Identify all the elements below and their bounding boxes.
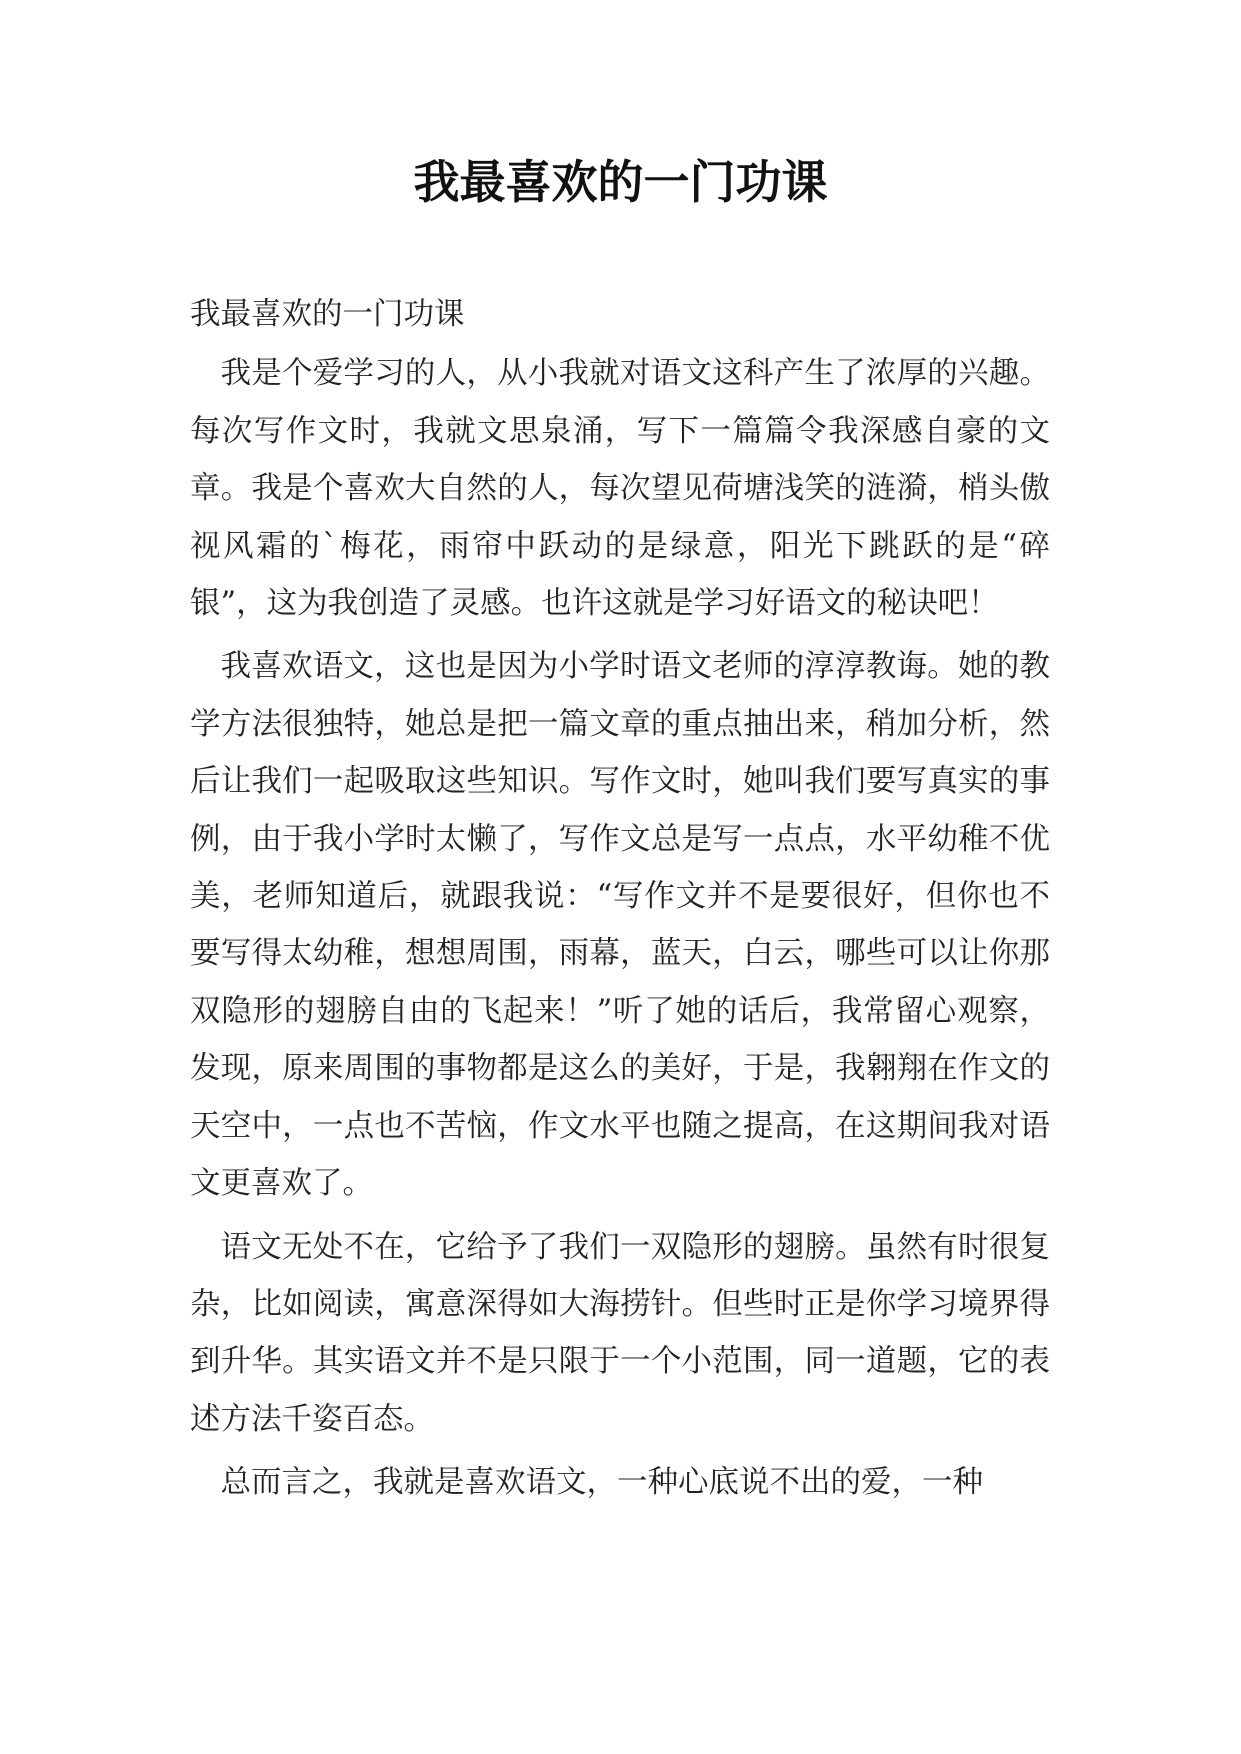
paragraph: 我是个爱学习的人，从小我就对语文这科产生了浓厚的兴趣。每次写作文时，我就文思泉涌，写下一篇篇令我深感自豪的文章。我是个喜欢大自然的人，每次望见荷塘浅笑的涟漪，梢头傲视风霜的`梅花，雨帘中跃动的是绿意，阳光下跳跃的是“碎银”，这为我创造了灵感。也许这就是学习好语文的秘诀吧！ (190, 356, 1050, 622)
document-title: 我最喜欢的一门功课 (413, 155, 828, 209)
document-body (190, 286, 1050, 1518)
paragraph: 总而言之，我就是喜欢语文，一种心底说不出的爱，一种 (220, 1465, 983, 1501)
paragraph: 我喜欢语文，这也是因为小学时语文老师的淳淳教诲。她的教学方法很独特，她总是把一篇文章的重点抽出来，稍加分析，然后让我们一起吸取这些知识。写作文时，她叫我们要写真实的事例，由于我小学时太懒了，写作文总是写一点点，水平幼稚不优美，老师知道后，就跟我说：“写作文并不是要很好，但你也不要写得太幼稚，想想周围，雨幕，蓝天，白云，哪些可以让你那双隐形的翅膀自由的飞起来！”听了她的话后，我常留心观察，发现，原来周围的事物都是这么的美好，于是，我翱翔在作文的天空中，一点也不苦恼，作文水平也随之提高，在这期间我对语文更喜欢了。 (190, 649, 1050, 1202)
document-subtitle: 我最喜欢的一门功课 (190, 297, 465, 332)
paragraph: 语文无处不在，它给予了我们一双隐形的翅膀。虽然有时很复杂，比如阅读，寓意深得如大海捞针。但些时正是你学习境界得到升华。其实语文并不是只限于一个小范围，同一道题，它的表述方法千姿百态。 (190, 1229, 1050, 1437)
